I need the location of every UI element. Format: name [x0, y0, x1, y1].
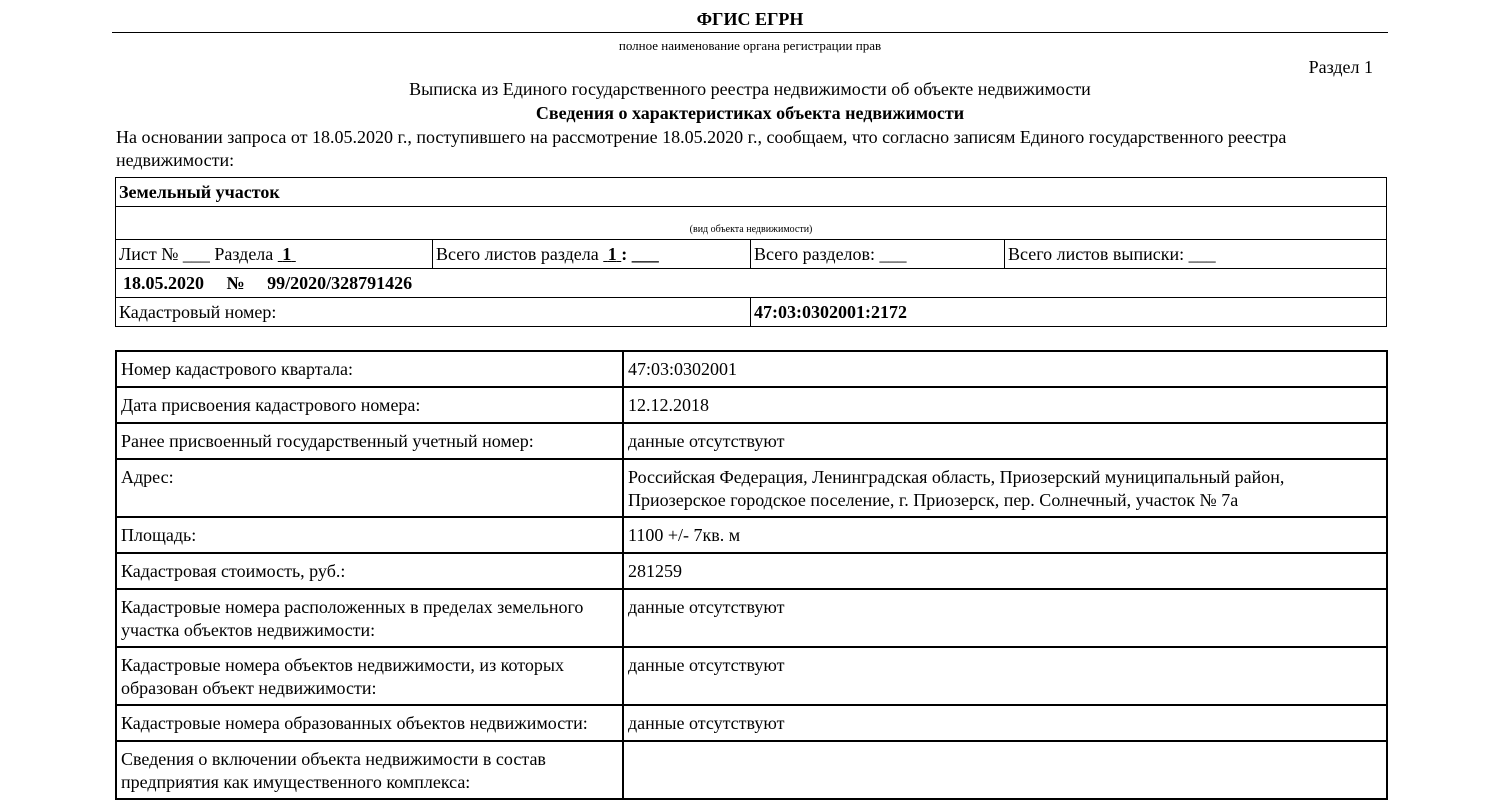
total-sheets-cell — [433, 240, 751, 269]
org-title: ФГИС ЕГРН — [696, 9, 804, 29]
table-row — [116, 705, 1387, 741]
details-table — [115, 350, 1388, 800]
record-number: 99/2020/328791426 — [267, 272, 413, 293]
table-row — [116, 517, 1387, 553]
detail-label: Кадастровые номера объектов недвижимости, из которых образован объект недвижимости: — [116, 647, 623, 705]
cadastral-number: 47:03:0302001:2172 — [751, 298, 1387, 327]
sheet-number-cell — [116, 240, 433, 269]
object-type-caption: (вид объекта недвижимости) — [116, 207, 1387, 240]
detail-value: 281259 — [623, 553, 1387, 589]
basis-text: На основании запроса от 18.05.2020 г., поступившего на рассмотрение 18.05.2020 г., сообщаем, что согласно записям Единого государственного реестра недвижимости: — [116, 127, 1287, 170]
table-row — [116, 423, 1387, 459]
detail-label: Площадь: — [116, 517, 623, 553]
detail-value: данные отсутствуют — [623, 705, 1387, 741]
detail-label: Кадастровые номера расположенных в пределах земельного участка объектов недвижимости: — [116, 589, 623, 647]
cadastral-label: Кадастровый номер: — [116, 298, 751, 327]
table-row — [116, 741, 1387, 799]
detail-label: Номер кадастрового квартала: — [116, 351, 623, 387]
detail-value: Российская Федерация, Ленинградская область, Приозерский муниципальный район, Приозерское городское поселение, г. Приозерск, пер. Солнечный, участок № 7а — [623, 459, 1387, 517]
extract-title: Выписка из Единого государственного реестра недвижимости об объекте недвижимости — [409, 79, 1091, 99]
table-row — [116, 351, 1387, 387]
sheet-prefix: Лист № ___ Раздела — [119, 243, 274, 264]
detail-value: данные отсутствуют — [623, 589, 1387, 647]
table-row — [116, 459, 1387, 517]
extract-subtitle: Сведения о характеристиках объекта недвижимости — [535, 103, 965, 123]
detail-value — [623, 741, 1387, 799]
total-sheets-value: 1 — [607, 243, 617, 264]
section-label: Раздел 1 — [1308, 57, 1373, 77]
detail-label: Кадастровые номера образованных объектов недвижимости: — [116, 705, 623, 741]
detail-value: 47:03:0302001 — [623, 351, 1387, 387]
detail-label: Ранее присвоенный государственный учетный номер: — [116, 423, 623, 459]
total-sheets-suffix: : ___ — [621, 243, 659, 264]
detail-label: Сведения о включении объекта недвижимости в состав предприятия как имущественного комплекса: — [116, 741, 623, 799]
table-row — [116, 387, 1387, 423]
total-sections-cell: Всего разделов: ___ — [751, 240, 1005, 269]
org-caption: полное наименование органа регистрации прав — [618, 38, 882, 53]
detail-label: Адрес: — [116, 459, 623, 517]
total-extract-sheets-cell: Всего листов выписки: ___ — [1005, 240, 1387, 269]
total-sheets-prefix: Всего листов раздела — [436, 243, 599, 264]
table-row — [116, 553, 1387, 589]
detail-label: Дата присвоения кадастрового номера: — [116, 387, 623, 423]
table-row — [116, 647, 1387, 705]
record-date: 18.05.2020 — [123, 272, 204, 293]
object-type: Земельный участок — [116, 178, 1387, 207]
record-date-number — [116, 269, 1387, 298]
object-header-table — [115, 177, 1387, 327]
org-underline — [112, 32, 1388, 33]
number-sign: № — [226, 272, 245, 293]
detail-value: данные отсутствуют — [623, 423, 1387, 459]
sheet-section-number: 1 — [282, 243, 292, 264]
detail-value: 1100 +/- 7кв. м — [623, 517, 1387, 553]
detail-label: Кадастровая стоимость, руб.: — [116, 553, 623, 589]
table-row — [116, 589, 1387, 647]
detail-value: данные отсутствуют — [623, 647, 1387, 705]
detail-value: 12.12.2018 — [623, 387, 1387, 423]
